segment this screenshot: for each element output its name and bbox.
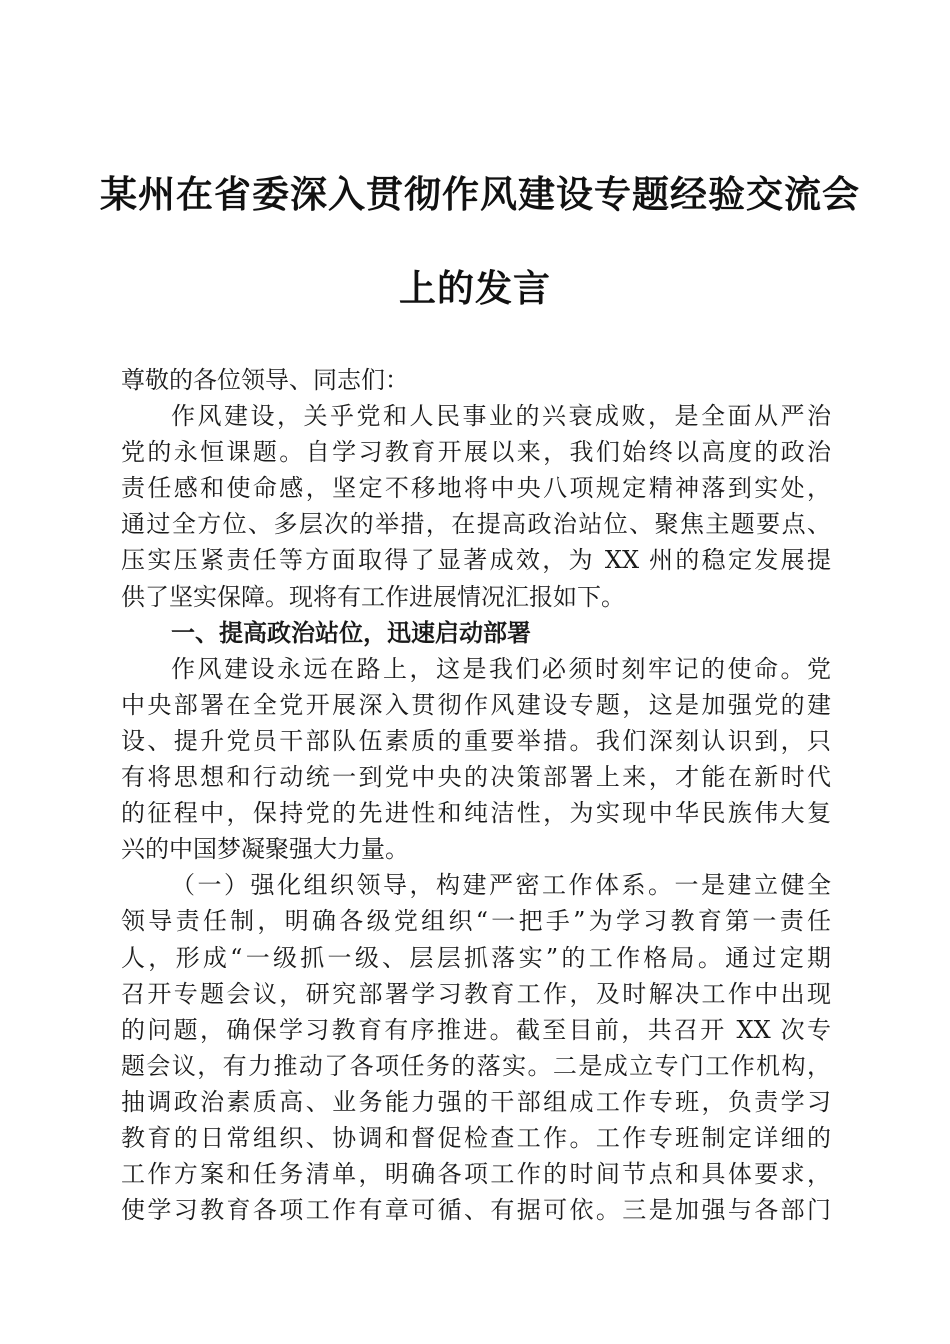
section1-line: 的征程中，保持党的先进性和纯洁性，为实现中华民族伟大复	[121, 799, 831, 828]
subsection1-line: 工作方案和任务清单，明确各项工作的时间节点和具体要求，	[121, 1160, 831, 1189]
section1-line: 作风建设永远在路上，这是我们必须时刻牢记的使命。党	[171, 654, 831, 683]
subsection1-line: 的问题，确保学习教育有序推进。截至目前，共召开 XX 次专	[121, 1015, 831, 1044]
salutation: 尊敬的各位领导、同志们：	[121, 366, 409, 394]
intro-line: 作风建设，关乎党和人民事业的兴衰成败，是全面从严治	[171, 402, 831, 431]
subsection1-line: （一）强化组织领导，构建严密工作体系。一是建立健全	[171, 871, 831, 900]
subsection1-line: 人，形成“一级抓一级、层层抓落实”的工作格局。通过定期	[121, 943, 831, 972]
intro-line: 通过全方位、多层次的举措，在提高政治站位、聚焦主题要点、	[121, 510, 831, 539]
intro-line: 责任感和使命感，坚定不移地将中央八项规定精神落到实处，	[121, 474, 831, 503]
intro-line: 党的永恒课题。自学习教育开展以来，我们始终以高度的政治	[121, 438, 831, 467]
document-body	[121, 362, 831, 1228]
subsection1-line: 使学习教育各项工作有章可循、有据可依。三是加强与各部门	[121, 1196, 831, 1225]
section1-line: 兴的中国梦凝聚强大力量。	[121, 835, 409, 864]
subsection1-line: 抽调政治素质高、业务能力强的干部组成工作专班，负责学习	[121, 1087, 831, 1116]
section1-line: 有将思想和行动统一到党中央的决策部署上来，才能在新时代	[121, 763, 831, 792]
section1-line: 设、提升党员干部队伍素质的重要举措。我们深刻认识到，只	[121, 726, 831, 755]
section-heading-1: 一、提高政治站位，迅速启动部署	[171, 618, 531, 647]
subsection1-line: 题会议，有力推动了各项任务的落实。二是成立专门工作机构，	[121, 1051, 831, 1080]
subsection1-line: 召开专题会议，研究部署学习教育工作，及时解决工作中出现	[121, 979, 831, 1008]
subsection1-line: 教育的日常组织、协调和督促检查工作。工作专班制定详细的	[121, 1123, 831, 1152]
document-title-line-2: 上的发言	[399, 266, 551, 310]
document-title-line-1: 某州在省委深入贯彻作风建设专题经验交流会	[100, 172, 860, 216]
intro-line: 供了坚实保障。现将有工作进展情况汇报如下。	[121, 582, 625, 611]
subsection1-line: 领导责任制，明确各级党组织“一把手”为学习教育第一责任	[121, 907, 831, 936]
section1-line: 中央部署在全党开展深入贯彻作风建设专题，这是加强党的建	[121, 690, 831, 719]
intro-line: 压实压紧责任等方面取得了显著成效，为 XX 州的稳定发展提	[121, 546, 831, 575]
